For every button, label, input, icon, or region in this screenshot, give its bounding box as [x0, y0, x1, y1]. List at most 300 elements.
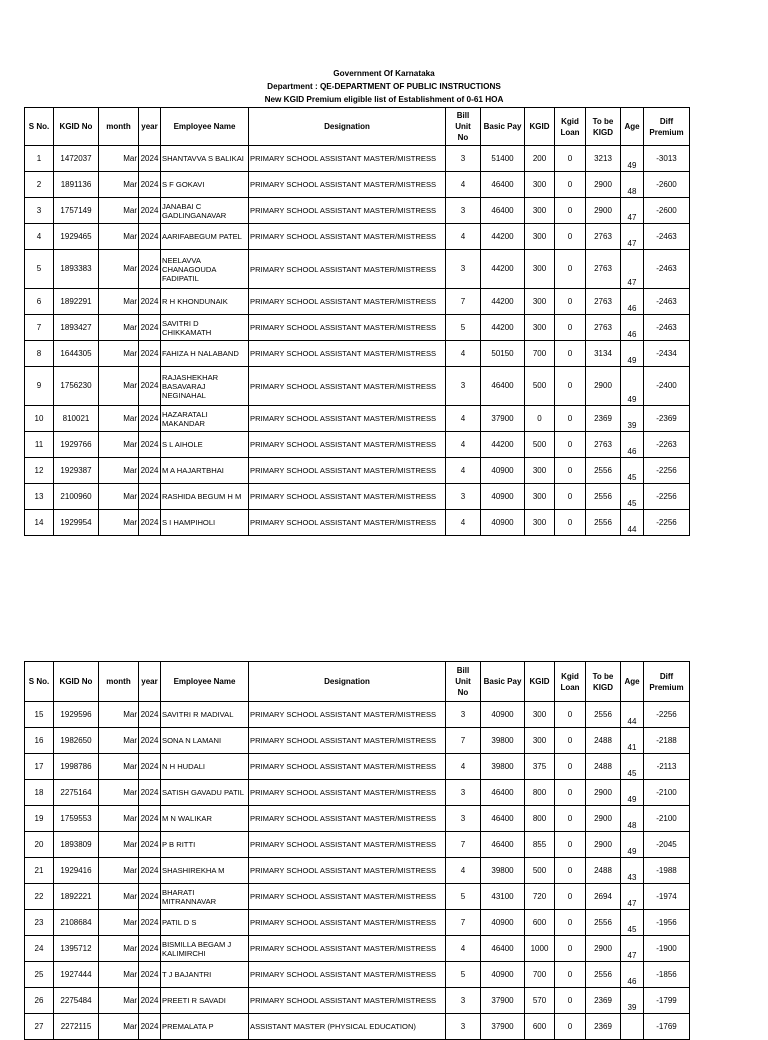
cell-diff-premium: -2400: [644, 367, 690, 406]
cell-kgid: 300: [525, 728, 555, 754]
cell-kgid-no: 810021: [54, 406, 99, 432]
cell-month: Mar: [99, 315, 139, 341]
cell-to-be-kigd: 2900: [586, 936, 621, 962]
cell-diff-premium: -2463: [644, 315, 690, 341]
cell-sno: 21: [25, 858, 54, 884]
column-header-sno: S No.: [25, 662, 54, 702]
cell-kgid-no: 1929596: [54, 702, 99, 728]
table-row: [25, 406, 690, 432]
column-header-kgid-loan: Kgid Loan: [555, 662, 586, 702]
table-row: [25, 858, 690, 884]
cell-age: 47: [621, 224, 644, 250]
cell-to-be-kigd: 2900: [586, 172, 621, 198]
cell-kgid: 300: [525, 250, 555, 289]
cell-bill-unit: 5: [446, 962, 481, 988]
cell-kgid: 300: [525, 484, 555, 510]
cell-name: JANABAI C GADLINGANAVAR: [161, 198, 249, 224]
cell-diff-premium: -1769: [644, 1014, 690, 1040]
cell-desig: PRIMARY SCHOOL ASSISTANT MASTER/MISTRESS: [249, 315, 446, 341]
cell-kgid-no: 1929766: [54, 432, 99, 458]
table-row: [25, 832, 690, 858]
cell-to-be-kigd: 2694: [586, 884, 621, 910]
cell-age: 47: [621, 198, 644, 224]
cell-to-be-kigd: 2488: [586, 858, 621, 884]
cell-to-be-kigd: 2763: [586, 224, 621, 250]
cell-kgid: 600: [525, 910, 555, 936]
cell-name: HAZARATALI MAKANDAR: [161, 406, 249, 432]
cell-month: Mar: [99, 250, 139, 289]
cell-kgid-loan: 0: [555, 224, 586, 250]
cell-kgid-no: 1929387: [54, 458, 99, 484]
cell-month: Mar: [99, 198, 139, 224]
cell-to-be-kigd: 2900: [586, 832, 621, 858]
cell-bill-unit: 4: [446, 172, 481, 198]
cell-to-be-kigd: 3134: [586, 341, 621, 367]
cell-bill-unit: 4: [446, 341, 481, 367]
cell-age: 44: [621, 702, 644, 728]
cell-month: Mar: [99, 962, 139, 988]
cell-kgid-no: 2108684: [54, 910, 99, 936]
cell-kgid-loan: 0: [555, 250, 586, 289]
cell-to-be-kigd: 2556: [586, 458, 621, 484]
cell-diff-premium: -2188: [644, 728, 690, 754]
cell-basic-pay: 37900: [481, 988, 525, 1014]
column-header-basic-pay: Basic Pay: [481, 662, 525, 702]
cell-year: 2024: [139, 936, 161, 962]
cell-kgid: 300: [525, 510, 555, 536]
cell-name: M A HAJARTBHAI: [161, 458, 249, 484]
column-header-name: Employee Name: [161, 662, 249, 702]
cell-year: 2024: [139, 702, 161, 728]
cell-month: Mar: [99, 754, 139, 780]
cell-bill-unit: 4: [446, 858, 481, 884]
cell-kgid-loan: 0: [555, 754, 586, 780]
cell-diff-premium: -2463: [644, 224, 690, 250]
column-header-kgid-no: KGID No: [54, 108, 99, 146]
cell-kgid: 200: [525, 146, 555, 172]
cell-name: RASHIDA BEGUM H M: [161, 484, 249, 510]
cell-bill-unit: 4: [446, 936, 481, 962]
cell-month: Mar: [99, 484, 139, 510]
cell-month: Mar: [99, 780, 139, 806]
cell-kgid: 800: [525, 806, 555, 832]
cell-kgid-no: 1472037: [54, 146, 99, 172]
cell-bill-unit: 3: [446, 988, 481, 1014]
column-header-kgid: KGID: [525, 662, 555, 702]
cell-sno: 1: [25, 146, 54, 172]
table-header-row: [25, 662, 690, 702]
cell-bill-unit: 3: [446, 198, 481, 224]
cell-name: T J BAJANTRI: [161, 962, 249, 988]
cell-kgid-no: 1927444: [54, 962, 99, 988]
table-row: [25, 806, 690, 832]
cell-kgid: 300: [525, 198, 555, 224]
cell-basic-pay: 39800: [481, 754, 525, 780]
cell-to-be-kigd: 2763: [586, 432, 621, 458]
cell-month: Mar: [99, 728, 139, 754]
cell-age: 45: [621, 754, 644, 780]
table-header-row: [25, 108, 690, 146]
cell-sno: 17: [25, 754, 54, 780]
cell-age: 46: [621, 315, 644, 341]
cell-kgid-no: 1892221: [54, 884, 99, 910]
column-header-to-be-kigd: To be KIGD: [586, 662, 621, 702]
cell-kgid-loan: 0: [555, 884, 586, 910]
table-row: [25, 910, 690, 936]
cell-year: 2024: [139, 224, 161, 250]
cell-sno: 7: [25, 315, 54, 341]
cell-kgid: 300: [525, 458, 555, 484]
cell-kgid: 300: [525, 224, 555, 250]
table-row: [25, 198, 690, 224]
cell-sno: 15: [25, 702, 54, 728]
table-row: [25, 936, 690, 962]
cell-bill-unit: 7: [446, 832, 481, 858]
cell-desig: PRIMARY SCHOOL ASSISTANT MASTER/MISTRESS: [249, 432, 446, 458]
cell-desig: PRIMARY SCHOOL ASSISTANT MASTER/MISTRESS: [249, 832, 446, 858]
cell-month: Mar: [99, 172, 139, 198]
cell-kgid-no: 2275164: [54, 780, 99, 806]
cell-year: 2024: [139, 250, 161, 289]
header-department: Department : QE-DEPARTMENT OF PUBLIC INSTRUCTIONS: [267, 82, 501, 91]
premium-table-1: [24, 107, 690, 536]
cell-sno: 20: [25, 832, 54, 858]
table-row: [25, 1014, 690, 1040]
cell-sno: 27: [25, 1014, 54, 1040]
cell-year: 2024: [139, 172, 161, 198]
table-row: [25, 224, 690, 250]
table-row: [25, 884, 690, 910]
cell-to-be-kigd: 3213: [586, 146, 621, 172]
cell-age: [621, 1014, 644, 1040]
header-list-title: New KGID Premium eligible list of Establishment of 0-61 HOA: [264, 95, 504, 104]
cell-to-be-kigd: 2763: [586, 250, 621, 289]
cell-to-be-kigd: 2763: [586, 315, 621, 341]
cell-name: PREETI R SAVADI: [161, 988, 249, 1014]
cell-basic-pay: 40900: [481, 962, 525, 988]
table-row: [25, 988, 690, 1014]
cell-diff-premium: -2045: [644, 832, 690, 858]
cell-kgid-loan: 0: [555, 367, 586, 406]
cell-month: Mar: [99, 406, 139, 432]
cell-year: 2024: [139, 806, 161, 832]
cell-desig: PRIMARY SCHOOL ASSISTANT MASTER/MISTRESS: [249, 250, 446, 289]
cell-sno: 19: [25, 806, 54, 832]
cell-sno: 11: [25, 432, 54, 458]
cell-kgid-no: 1893383: [54, 250, 99, 289]
cell-desig: PRIMARY SCHOOL ASSISTANT MASTER/MISTRESS: [249, 962, 446, 988]
cell-kgid: 500: [525, 858, 555, 884]
table-row: [25, 754, 690, 780]
table-row: [25, 172, 690, 198]
header-government: Government Of Karnataka: [333, 69, 435, 78]
column-header-to-be-kigd: To be KIGD: [586, 108, 621, 146]
column-header-sno: S No.: [25, 108, 54, 146]
cell-kgid: 600: [525, 1014, 555, 1040]
cell-sno: 2: [25, 172, 54, 198]
cell-sno: 14: [25, 510, 54, 536]
cell-month: Mar: [99, 289, 139, 315]
cell-basic-pay: 44200: [481, 432, 525, 458]
cell-kgid-loan: 0: [555, 289, 586, 315]
cell-kgid-loan: 0: [555, 458, 586, 484]
cell-kgid-loan: 0: [555, 728, 586, 754]
cell-month: Mar: [99, 1014, 139, 1040]
cell-sno: 22: [25, 884, 54, 910]
cell-desig: PRIMARY SCHOOL ASSISTANT MASTER/MISTRESS: [249, 198, 446, 224]
cell-age: 49: [621, 341, 644, 367]
cell-month: Mar: [99, 988, 139, 1014]
column-header-year: year: [139, 108, 161, 146]
cell-name: BHARATI MITRANNAVAR: [161, 884, 249, 910]
column-header-year: year: [139, 662, 161, 702]
cell-month: Mar: [99, 936, 139, 962]
cell-bill-unit: 3: [446, 484, 481, 510]
cell-diff-premium: -2369: [644, 406, 690, 432]
cell-kgid-loan: 0: [555, 315, 586, 341]
cell-year: 2024: [139, 1014, 161, 1040]
cell-year: 2024: [139, 780, 161, 806]
cell-year: 2024: [139, 289, 161, 315]
cell-kgid-no: 1982650: [54, 728, 99, 754]
cell-year: 2024: [139, 510, 161, 536]
cell-age: 47: [621, 884, 644, 910]
cell-kgid: 300: [525, 172, 555, 198]
cell-desig: PRIMARY SCHOOL ASSISTANT MASTER/MISTRESS: [249, 910, 446, 936]
cell-basic-pay: 43100: [481, 884, 525, 910]
cell-kgid: 300: [525, 702, 555, 728]
cell-sno: 4: [25, 224, 54, 250]
cell-age: 45: [621, 484, 644, 510]
cell-basic-pay: 40900: [481, 510, 525, 536]
cell-name: NEELAVVA CHANAGOUDA FADIPATIL: [161, 250, 249, 289]
cell-desig: PRIMARY SCHOOL ASSISTANT MASTER/MISTRESS: [249, 988, 446, 1014]
cell-bill-unit: 7: [446, 728, 481, 754]
table-row: [25, 780, 690, 806]
cell-diff-premium: -2463: [644, 250, 690, 289]
cell-to-be-kigd: 2556: [586, 910, 621, 936]
cell-age: 47: [621, 250, 644, 289]
cell-kgid-loan: 0: [555, 910, 586, 936]
cell-age: 45: [621, 458, 644, 484]
cell-bill-unit: 3: [446, 806, 481, 832]
cell-diff-premium: -2256: [644, 458, 690, 484]
cell-name: SHASHIREKHA M: [161, 858, 249, 884]
cell-kgid: 855: [525, 832, 555, 858]
cell-desig: PRIMARY SCHOOL ASSISTANT MASTER/MISTRESS: [249, 172, 446, 198]
cell-kgid: 700: [525, 341, 555, 367]
cell-kgid-no: 1929465: [54, 224, 99, 250]
cell-bill-unit: 3: [446, 1014, 481, 1040]
table-row: [25, 432, 690, 458]
cell-name: M N WALIKAR: [161, 806, 249, 832]
table-row: [25, 250, 690, 289]
cell-month: Mar: [99, 367, 139, 406]
cell-diff-premium: -2434: [644, 341, 690, 367]
cell-bill-unit: 4: [446, 458, 481, 484]
cell-to-be-kigd: 2900: [586, 367, 621, 406]
cell-to-be-kigd: 2900: [586, 780, 621, 806]
cell-month: Mar: [99, 224, 139, 250]
cell-to-be-kigd: 2900: [586, 198, 621, 224]
cell-diff-premium: -2256: [644, 510, 690, 536]
cell-basic-pay: 46400: [481, 198, 525, 224]
cell-kgid-loan: 0: [555, 432, 586, 458]
cell-age: 49: [621, 146, 644, 172]
cell-name: S I HAMPIHOLI: [161, 510, 249, 536]
cell-name: SATISH GAVADU PATIL: [161, 780, 249, 806]
cell-kgid-no: 2272115: [54, 1014, 99, 1040]
cell-kgid-loan: 0: [555, 146, 586, 172]
cell-year: 2024: [139, 910, 161, 936]
cell-year: 2024: [139, 146, 161, 172]
cell-desig: PRIMARY SCHOOL ASSISTANT MASTER/MISTRESS: [249, 341, 446, 367]
table-row: [25, 289, 690, 315]
cell-basic-pay: 46400: [481, 367, 525, 406]
cell-basic-pay: 46400: [481, 172, 525, 198]
cell-kgid-loan: 0: [555, 484, 586, 510]
cell-age: 47: [621, 936, 644, 962]
table-row: [25, 728, 690, 754]
cell-to-be-kigd: 2556: [586, 962, 621, 988]
cell-sno: 6: [25, 289, 54, 315]
cell-kgid-loan: 0: [555, 806, 586, 832]
cell-to-be-kigd: 2488: [586, 728, 621, 754]
cell-kgid: 800: [525, 780, 555, 806]
cell-age: 48: [621, 172, 644, 198]
cell-basic-pay: 51400: [481, 146, 525, 172]
cell-kgid-loan: 0: [555, 832, 586, 858]
cell-diff-premium: -2600: [644, 172, 690, 198]
cell-kgid: 0: [525, 406, 555, 432]
cell-kgid: 570: [525, 988, 555, 1014]
cell-basic-pay: 50150: [481, 341, 525, 367]
cell-sno: 16: [25, 728, 54, 754]
cell-kgid-loan: 0: [555, 962, 586, 988]
cell-name: SHANTAVVA S BALIKAI: [161, 146, 249, 172]
cell-age: 39: [621, 988, 644, 1014]
cell-year: 2024: [139, 962, 161, 988]
cell-kgid-no: 1893809: [54, 832, 99, 858]
cell-sno: 23: [25, 910, 54, 936]
column-header-month: month: [99, 662, 139, 702]
cell-bill-unit: 5: [446, 315, 481, 341]
column-header-diff-premium: Diff Premium: [644, 108, 690, 146]
cell-kgid-no: 1998786: [54, 754, 99, 780]
cell-month: Mar: [99, 510, 139, 536]
cell-basic-pay: 46400: [481, 832, 525, 858]
table-row: [25, 702, 690, 728]
cell-month: Mar: [99, 432, 139, 458]
cell-diff-premium: -2600: [644, 198, 690, 224]
cell-desig: PRIMARY SCHOOL ASSISTANT MASTER/MISTRESS: [249, 510, 446, 536]
cell-basic-pay: 40900: [481, 702, 525, 728]
cell-year: 2024: [139, 406, 161, 432]
cell-kgid: 500: [525, 367, 555, 406]
cell-sno: 9: [25, 367, 54, 406]
cell-kgid-no: 1644305: [54, 341, 99, 367]
column-header-bill-unit: Bill Unit No: [446, 108, 481, 146]
cell-kgid-loan: 0: [555, 406, 586, 432]
cell-month: Mar: [99, 858, 139, 884]
column-header-kgid: KGID: [525, 108, 555, 146]
cell-kgid-no: 1395712: [54, 936, 99, 962]
cell-year: 2024: [139, 198, 161, 224]
cell-to-be-kigd: 2556: [586, 702, 621, 728]
cell-month: Mar: [99, 146, 139, 172]
cell-name: FAHIZA H NALABAND: [161, 341, 249, 367]
cell-diff-premium: -3013: [644, 146, 690, 172]
cell-name: S F GOKAVI: [161, 172, 249, 198]
cell-diff-premium: -2256: [644, 484, 690, 510]
cell-kgid-loan: 0: [555, 198, 586, 224]
cell-diff-premium: -1856: [644, 962, 690, 988]
cell-kgid: 1000: [525, 936, 555, 962]
cell-basic-pay: 39800: [481, 728, 525, 754]
cell-sno: 18: [25, 780, 54, 806]
cell-desig: PRIMARY SCHOOL ASSISTANT MASTER/MISTRESS: [249, 780, 446, 806]
cell-basic-pay: 46400: [481, 806, 525, 832]
cell-kgid: 700: [525, 962, 555, 988]
cell-basic-pay: 37900: [481, 1014, 525, 1040]
cell-bill-unit: 5: [446, 884, 481, 910]
table-row: [25, 962, 690, 988]
cell-bill-unit: 4: [446, 510, 481, 536]
column-header-age: Age: [621, 662, 644, 702]
cell-year: 2024: [139, 884, 161, 910]
cell-desig: PRIMARY SCHOOL ASSISTANT MASTER/MISTRESS: [249, 289, 446, 315]
cell-desig: PRIMARY SCHOOL ASSISTANT MASTER/MISTRESS: [249, 406, 446, 432]
cell-kgid-no: 1757149: [54, 198, 99, 224]
cell-kgid: 375: [525, 754, 555, 780]
cell-name: R H KHONDUNAIK: [161, 289, 249, 315]
cell-year: 2024: [139, 484, 161, 510]
cell-desig: PRIMARY SCHOOL ASSISTANT MASTER/MISTRESS: [249, 728, 446, 754]
cell-sno: 5: [25, 250, 54, 289]
table-row: [25, 458, 690, 484]
cell-month: Mar: [99, 702, 139, 728]
cell-age: 45: [621, 910, 644, 936]
cell-name: AARIFABEGUM PATEL: [161, 224, 249, 250]
column-header-kgid-no: KGID No: [54, 662, 99, 702]
table-row: [25, 484, 690, 510]
cell-bill-unit: 3: [446, 702, 481, 728]
column-header-basic-pay: Basic Pay: [481, 108, 525, 146]
cell-kgid-loan: 0: [555, 1014, 586, 1040]
cell-diff-premium: -2256: [644, 702, 690, 728]
cell-kgid-loan: 0: [555, 858, 586, 884]
cell-kgid-no: 1929416: [54, 858, 99, 884]
cell-kgid-no: 1892291: [54, 289, 99, 315]
cell-desig: PRIMARY SCHOOL ASSISTANT MASTER/MISTRESS: [249, 367, 446, 406]
cell-kgid-no: 2100960: [54, 484, 99, 510]
column-header-desig: Designation: [249, 662, 446, 702]
cell-age: 44: [621, 510, 644, 536]
cell-to-be-kigd: 2369: [586, 406, 621, 432]
cell-to-be-kigd: 2900: [586, 806, 621, 832]
cell-basic-pay: 44200: [481, 315, 525, 341]
cell-diff-premium: -2463: [644, 289, 690, 315]
cell-year: 2024: [139, 458, 161, 484]
cell-age: 49: [621, 832, 644, 858]
cell-age: 43: [621, 858, 644, 884]
premium-table-2: [24, 661, 690, 1040]
cell-diff-premium: -1956: [644, 910, 690, 936]
cell-sno: 24: [25, 936, 54, 962]
cell-desig: PRIMARY SCHOOL ASSISTANT MASTER/MISTRESS: [249, 702, 446, 728]
cell-bill-unit: 3: [446, 146, 481, 172]
cell-kgid-no: 2275484: [54, 988, 99, 1014]
